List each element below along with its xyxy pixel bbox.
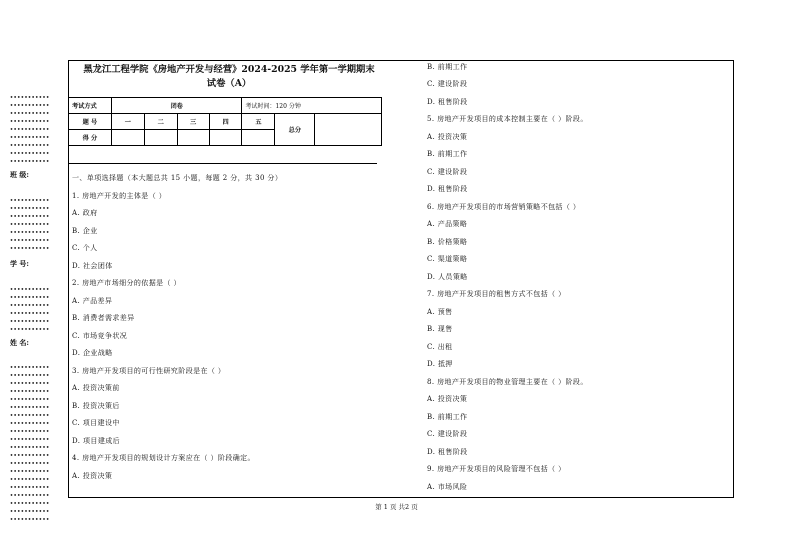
score-cell-4[interactable] xyxy=(209,130,242,146)
score-cell-2[interactable] xyxy=(144,130,177,146)
option-line: D. 项目建成后 xyxy=(72,437,121,445)
option-line: C. 建设阶段 xyxy=(427,430,468,438)
dot-line: ••••••••••• xyxy=(10,311,50,317)
dot-line: ••••••••••• xyxy=(10,198,50,204)
dot-line: ••••••••••• xyxy=(10,295,50,301)
dot-line: ••••••••••• xyxy=(10,381,50,387)
dot-line: ••••••••••• xyxy=(10,461,50,467)
question-line: 5. 房地产开发项目的成本控制主要在（ ）阶段。 xyxy=(427,115,588,123)
exam-title-line2: 试卷（A） xyxy=(206,78,252,89)
dot-line: ••••••••••• xyxy=(10,206,50,212)
option-line: D. 企业战略 xyxy=(72,349,113,357)
option-line: C. 项目建设中 xyxy=(72,419,120,427)
separator-line xyxy=(69,163,377,164)
page-footer: 第 1 页 共2 页 xyxy=(375,503,418,511)
dot-line: ••••••••••• xyxy=(10,127,50,133)
dot-line: ••••••••••• xyxy=(10,238,50,244)
binding-margin xyxy=(8,0,64,549)
dot-line: ••••••••••• xyxy=(10,214,50,220)
option-line: C. 出租 xyxy=(427,343,453,351)
exam-title xyxy=(73,63,385,91)
total-score-label: 总分 xyxy=(275,114,315,146)
question-line: 6. 房地产开发项目的市场营销策略不包括（ ） xyxy=(427,203,581,211)
dot-line: ••••••••••• xyxy=(10,159,50,165)
score-row-label: 得 分 xyxy=(69,130,112,146)
dot-line: ••••••••••• xyxy=(10,413,50,419)
dot-line: ••••••••••• xyxy=(10,222,50,228)
option-line: A. 市场风险 xyxy=(427,483,468,491)
question-line: 7. 房地产开发项目的租售方式不包括（ ） xyxy=(427,290,566,298)
dot-line: ••••••••••• xyxy=(10,397,50,403)
dot-line: ••••••••••• xyxy=(10,287,50,293)
exam-page-frame xyxy=(68,60,734,498)
dot-line: ••••••••••• xyxy=(10,95,50,101)
dot-line: ••••••••••• xyxy=(10,143,50,149)
exam-mode-value: 闭卷 xyxy=(111,98,242,114)
question-line: 8. 房地产开发项目的物业管理主要在（ ）阶段。 xyxy=(427,378,588,386)
question-line: 1. 房地产开发的主体是（ ） xyxy=(72,192,167,200)
option-line: B. 前期工作 xyxy=(427,413,468,421)
dot-line: ••••••••••• xyxy=(10,389,50,395)
option-line: B. 前期工作 xyxy=(427,63,468,71)
dot-line: ••••••••••• xyxy=(10,493,50,499)
option-line: D. 租售阶段 xyxy=(427,98,468,106)
option-line: B. 前期工作 xyxy=(427,150,468,158)
section-number-5: 五 xyxy=(242,114,275,130)
right-column xyxy=(425,61,725,497)
option-line: A. 政府 xyxy=(72,209,98,217)
option-line: B. 现售 xyxy=(427,325,453,333)
dot-line: ••••••••••• xyxy=(10,246,50,252)
dot-line: ••••••••••• xyxy=(10,501,50,507)
dot-line: ••••••••••• xyxy=(10,119,50,125)
option-line: D. 租售阶段 xyxy=(427,448,468,456)
dot-line: ••••••••••• xyxy=(10,445,50,451)
option-line: C. 渠道策略 xyxy=(427,255,468,263)
dot-line: ••••••••••• xyxy=(10,135,50,141)
exam-title-line1: 黑龙江工程学院《房地产开发与经营》2024-2025 学年第一学期期末 xyxy=(83,64,375,75)
dot-line: ••••••••••• xyxy=(10,477,50,483)
option-line: A. 投资决策 xyxy=(72,472,113,480)
option-line: A. 预售 xyxy=(427,308,453,316)
option-line: C. 市场竞争状况 xyxy=(72,332,128,340)
option-line: A. 投资决策 xyxy=(427,133,468,141)
dot-line: ••••••••••• xyxy=(10,303,50,309)
option-line: D. 社会团体 xyxy=(72,262,113,270)
option-line: B. 价格策略 xyxy=(427,238,468,246)
option-line: A. 产品策略 xyxy=(427,220,468,228)
student-id-label: 学 号: xyxy=(10,259,30,268)
option-line: D. 抵押 xyxy=(427,360,453,368)
dot-line: ••••••••••• xyxy=(10,151,50,157)
option-line: A. 投资决策 xyxy=(427,395,468,403)
dot-line: ••••••••••• xyxy=(10,421,50,427)
question-number-label: 题 号 xyxy=(69,114,112,130)
option-line: C. 个人 xyxy=(72,244,98,252)
section-heading: 一、单项选择题（本大题总共 15 小题，每题 2 分，共 30 分） xyxy=(72,174,283,182)
section-number-2: 二 xyxy=(144,114,177,130)
dot-line: ••••••••••• xyxy=(10,485,50,491)
option-line: B. 投资决策后 xyxy=(72,402,120,410)
score-cell-3[interactable] xyxy=(177,130,209,146)
option-line: D. 租售阶段 xyxy=(427,185,468,193)
option-line: B. 企业 xyxy=(72,227,98,235)
option-line: C. 建设阶段 xyxy=(427,168,468,176)
total-score-cell[interactable] xyxy=(315,114,382,146)
dot-line: ••••••••••• xyxy=(10,453,50,459)
dot-line: ••••••••••• xyxy=(10,509,50,515)
score-cell-1[interactable] xyxy=(111,130,144,146)
section-number-1: 一 xyxy=(111,114,144,130)
dot-line: ••••••••••• xyxy=(10,230,50,236)
score-cell-5[interactable] xyxy=(242,130,275,146)
dot-line: ••••••••••• xyxy=(10,429,50,435)
option-line: A. 投资决策前 xyxy=(72,384,120,392)
dot-line: ••••••••••• xyxy=(10,319,50,325)
option-line: B. 消费者需求差异 xyxy=(72,314,135,322)
dot-line: ••••••••••• xyxy=(10,517,50,523)
dot-line: ••••••••••• xyxy=(10,111,50,117)
question-line: 9. 房地产开发项目的风险管理不包括（ ） xyxy=(427,465,566,473)
question-line: 4. 房地产开发项目的规划设计方案应在（ ）阶段确定。 xyxy=(72,454,255,462)
dot-line: ••••••••••• xyxy=(10,405,50,411)
name-label: 姓 名: xyxy=(10,338,30,347)
option-line: A. 产品差异 xyxy=(72,297,113,305)
class-label: 班 级: xyxy=(10,170,30,179)
section-number-3: 三 xyxy=(177,114,209,130)
option-line: C. 建设阶段 xyxy=(427,80,468,88)
exam-mode-label: 考试方式 xyxy=(69,98,112,114)
score-table xyxy=(68,97,382,146)
question-line: 3. 房地产开发项目的可行性研究阶段是在（ ） xyxy=(72,367,226,375)
dot-line: ••••••••••• xyxy=(10,437,50,443)
question-line: 2. 房地产市场细分的依据是（ ） xyxy=(72,279,181,287)
left-column xyxy=(69,61,383,497)
dot-line: ••••••••••• xyxy=(10,373,50,379)
section-number-4: 四 xyxy=(209,114,242,130)
dot-line: ••••••••••• xyxy=(10,103,50,109)
exam-time: 考试时间：120 分钟 xyxy=(242,98,382,114)
option-line: D. 人员策略 xyxy=(427,273,468,281)
dot-line: ••••••••••• xyxy=(10,469,50,475)
dot-line: ••••••••••• xyxy=(10,365,50,371)
dot-line: ••••••••••• xyxy=(10,327,50,333)
